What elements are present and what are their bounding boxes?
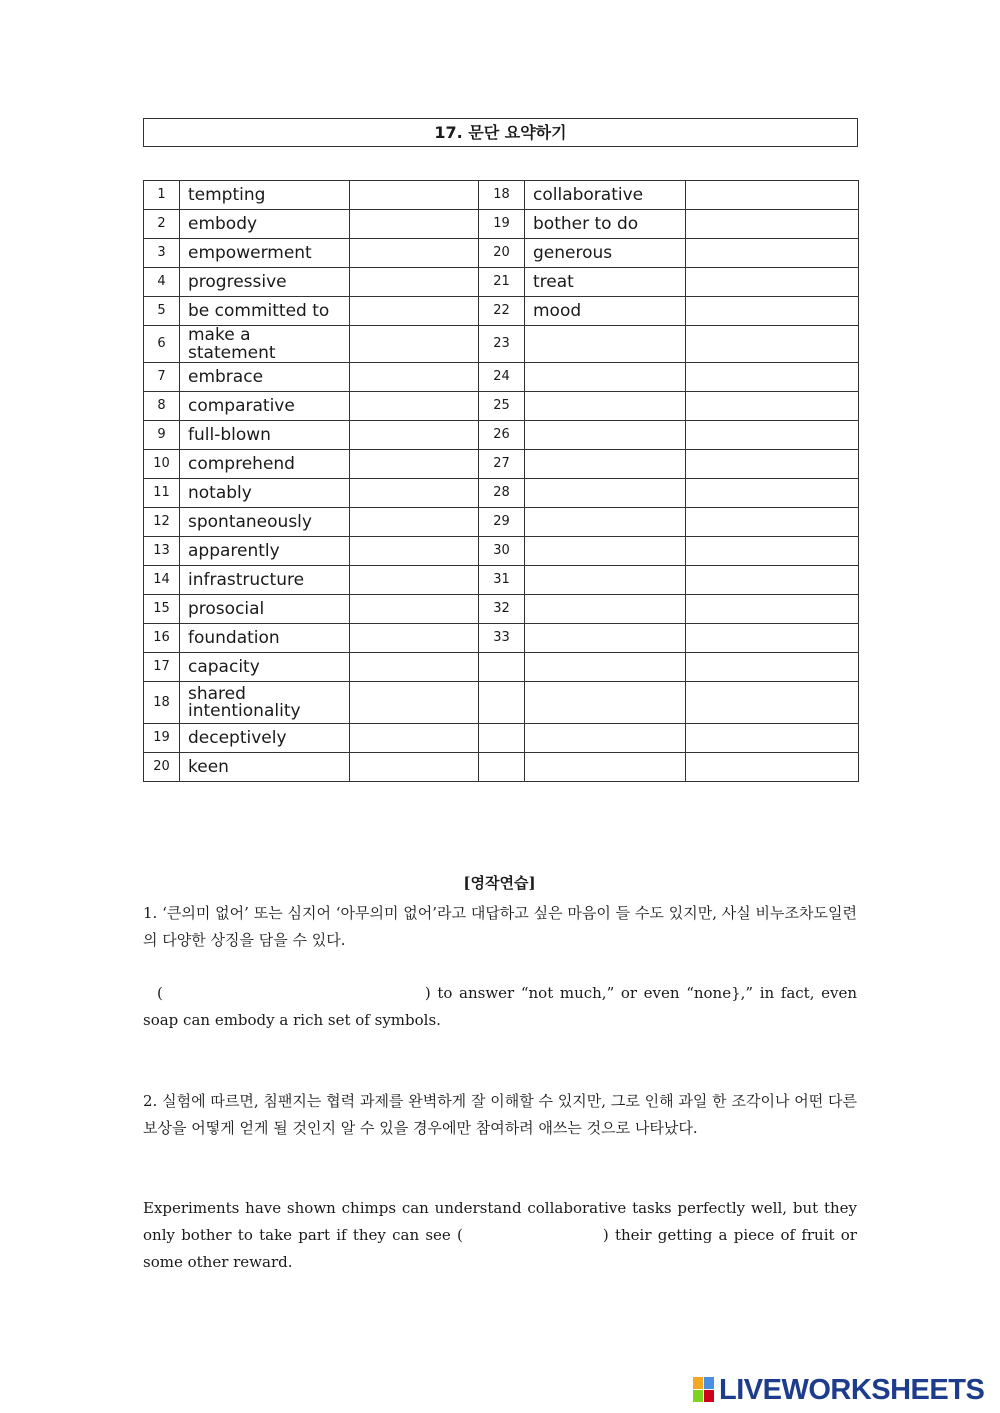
right-word-cell: generous — [525, 239, 686, 268]
right-answer-cell[interactable] — [686, 326, 859, 363]
right-word-cell: mood — [525, 297, 686, 326]
right-number-cell: 33 — [479, 624, 525, 653]
table-row — [144, 508, 859, 537]
right-word-cell — [525, 450, 686, 479]
left-number-cell: 20 — [144, 753, 180, 782]
logo-mark-icon — [693, 1377, 715, 1403]
left-number-cell: 15 — [144, 595, 180, 624]
table-row — [144, 210, 859, 239]
table-row — [144, 326, 859, 363]
right-answer-cell[interactable] — [686, 479, 859, 508]
right-number-cell: 27 — [479, 450, 525, 479]
right-number-cell: 26 — [479, 421, 525, 450]
right-answer-cell[interactable] — [686, 653, 859, 682]
left-word-cell: embrace — [180, 363, 350, 392]
left-answer-cell[interactable] — [350, 479, 479, 508]
left-answer-cell[interactable] — [350, 181, 479, 210]
question-1-korean: 1. ‘큰의미 없어’ 또는 심지어 ‘아무의미 없어’라고 대답하고 싶은 마음이 들 수도 있지만, 사실 비누조차도일련의 다양한 상징을 담을 수 있다. — [143, 904, 857, 949]
table-row — [144, 566, 859, 595]
table-row — [144, 595, 859, 624]
right-answer-cell[interactable] — [686, 595, 859, 624]
table-row — [144, 363, 859, 392]
left-number-cell: 8 — [144, 392, 180, 421]
left-answer-cell[interactable] — [350, 239, 479, 268]
left-word-cell: full-blown — [180, 421, 350, 450]
right-number-cell: 25 — [479, 392, 525, 421]
left-number-cell: 18 — [144, 682, 180, 724]
table-row — [144, 653, 859, 682]
left-word-cell: notably — [180, 479, 350, 508]
left-number-cell: 9 — [144, 421, 180, 450]
left-answer-cell[interactable] — [350, 537, 479, 566]
right-word-cell — [525, 421, 686, 450]
left-answer-cell[interactable] — [350, 392, 479, 421]
table-row — [144, 753, 859, 782]
right-answer-cell[interactable] — [686, 724, 859, 753]
table-row — [144, 537, 859, 566]
right-number-cell — [479, 724, 525, 753]
right-number-cell: 22 — [479, 297, 525, 326]
right-number-cell: 32 — [479, 595, 525, 624]
question-2-english — [143, 1195, 857, 1276]
left-answer-cell[interactable] — [350, 210, 479, 239]
right-word-cell — [525, 392, 686, 421]
vocabulary-table — [143, 180, 859, 782]
right-word-cell — [525, 682, 686, 724]
right-number-cell — [479, 682, 525, 724]
left-number-cell: 11 — [144, 479, 180, 508]
left-number-cell: 17 — [144, 653, 180, 682]
right-number-cell: 20 — [479, 239, 525, 268]
right-number-cell: 29 — [479, 508, 525, 537]
left-number-cell: 4 — [144, 268, 180, 297]
left-word-cell: apparently — [180, 537, 350, 566]
right-answer-cell[interactable] — [686, 450, 859, 479]
left-number-cell: 3 — [144, 239, 180, 268]
left-word-cell: foundation — [180, 624, 350, 653]
left-number-cell: 14 — [144, 566, 180, 595]
left-number-cell: 12 — [144, 508, 180, 537]
table-row — [144, 392, 859, 421]
right-word-cell: treat — [525, 268, 686, 297]
table-row — [144, 268, 859, 297]
right-answer-cell[interactable] — [686, 181, 859, 210]
right-number-cell: 23 — [479, 326, 525, 363]
right-word-cell — [525, 753, 686, 782]
left-answer-cell[interactable] — [350, 566, 479, 595]
table-row — [144, 450, 859, 479]
left-number-cell: 19 — [144, 724, 180, 753]
right-number-cell: 31 — [479, 566, 525, 595]
question-1-english — [143, 980, 857, 1034]
left-answer-cell[interactable] — [350, 268, 479, 297]
logo-text: LIVEWORKSHEETS — [719, 1373, 985, 1406]
right-word-cell — [525, 363, 686, 392]
right-number-cell: 19 — [479, 210, 525, 239]
right-answer-cell[interactable] — [686, 566, 859, 595]
practice-section-title: [영작연습] — [463, 874, 536, 892]
right-word-cell — [525, 326, 686, 363]
left-number-cell: 13 — [144, 537, 180, 566]
right-word-cell — [525, 624, 686, 653]
left-number-cell: 16 — [144, 624, 180, 653]
left-answer-cell[interactable] — [350, 624, 479, 653]
left-word-cell: keen — [180, 753, 350, 782]
left-word-cell: progressive — [180, 268, 350, 297]
left-word-cell: shared intentionality — [180, 682, 350, 724]
right-answer-cell[interactable] — [686, 297, 859, 326]
right-answer-cell[interactable] — [686, 682, 859, 724]
left-word-cell: capacity — [180, 653, 350, 682]
left-answer-cell[interactable] — [350, 724, 479, 753]
left-answer-cell[interactable] — [350, 682, 479, 724]
right-number-cell: 18 — [479, 181, 525, 210]
left-word-cell: make a statement — [180, 326, 350, 363]
left-answer-cell[interactable] — [350, 508, 479, 537]
table-row — [144, 239, 859, 268]
left-answer-cell[interactable] — [350, 753, 479, 782]
left-number-cell: 5 — [144, 297, 180, 326]
right-word-cell — [525, 595, 686, 624]
left-word-cell: empowerment — [180, 239, 350, 268]
left-word-cell: comprehend — [180, 450, 350, 479]
left-word-cell: spontaneously — [180, 508, 350, 537]
left-word-cell: comparative — [180, 392, 350, 421]
q1-open-paren: ( — [157, 984, 163, 1002]
right-answer-cell[interactable] — [686, 239, 859, 268]
table-row — [144, 682, 859, 724]
table-row — [144, 479, 859, 508]
left-answer-cell[interactable] — [350, 363, 479, 392]
right-number-cell — [479, 653, 525, 682]
q2-answer-blank[interactable] — [463, 1222, 603, 1249]
left-number-cell: 10 — [144, 450, 180, 479]
right-answer-cell[interactable] — [686, 537, 859, 566]
left-answer-cell[interactable] — [350, 653, 479, 682]
right-answer-cell[interactable] — [686, 508, 859, 537]
right-number-cell: 28 — [479, 479, 525, 508]
right-answer-cell[interactable] — [686, 421, 859, 450]
left-number-cell: 1 — [144, 181, 180, 210]
left-word-cell: infrastructure — [180, 566, 350, 595]
left-answer-cell[interactable] — [350, 450, 479, 479]
left-number-cell: 2 — [144, 210, 180, 239]
table-row — [144, 297, 859, 326]
right-word-cell: collaborative — [525, 181, 686, 210]
left-word-cell: embody — [180, 210, 350, 239]
left-answer-cell[interactable] — [350, 595, 479, 624]
left-number-cell: 7 — [144, 363, 180, 392]
left-word-cell: deceptively — [180, 724, 350, 753]
q1-answer-blank[interactable] — [163, 980, 425, 1007]
left-answer-cell[interactable] — [350, 326, 479, 363]
right-number-cell: 30 — [479, 537, 525, 566]
q2-english-text-end: ) their getting a piece of fruit or some other reward. — [143, 1226, 857, 1271]
table-row — [144, 421, 859, 450]
left-answer-cell[interactable] — [350, 421, 479, 450]
right-word-cell — [525, 566, 686, 595]
right-word-cell: bother to do — [525, 210, 686, 239]
liveworksheets-logo — [693, 1375, 984, 1405]
right-answer-cell[interactable] — [686, 624, 859, 653]
right-word-cell — [525, 508, 686, 537]
table-row — [144, 624, 859, 653]
right-word-cell — [525, 724, 686, 753]
q1-english-text: ) to answer “not much,” or even “none},” in fact, even soap can embody a rich set of symbols. — [143, 984, 857, 1029]
right-number-cell: 24 — [479, 363, 525, 392]
table-row — [144, 181, 859, 210]
left-word-cell: tempting — [180, 181, 350, 210]
right-answer-cell[interactable] — [686, 363, 859, 392]
left-number-cell: 6 — [144, 326, 180, 363]
q2-english-text-start: Experiments have shown chimps can understand collaborative tasks perfectly well, but they only bother to take part if they can see ( — [143, 1199, 857, 1244]
right-word-cell — [525, 479, 686, 508]
right-answer-cell[interactable] — [686, 268, 859, 297]
left-word-cell: be committed to — [180, 297, 350, 326]
right-answer-cell[interactable] — [686, 753, 859, 782]
right-number-cell: 21 — [479, 268, 525, 297]
left-word-cell: prosocial — [180, 595, 350, 624]
question-2-korean: 2. 실험에 따르면, 침팬지는 협력 과제를 완벽하게 잘 이해할 수 있지만, 그로 인해 과일 한 조각이나 어떤 다른 보상을 어떻게 얻게 될 것인지 알 수 있을 경우에만 참여하려 애쓰는 것으로 나타났다. — [143, 1092, 857, 1137]
right-answer-cell[interactable] — [686, 392, 859, 421]
right-answer-cell[interactable] — [686, 210, 859, 239]
left-answer-cell[interactable] — [350, 297, 479, 326]
right-word-cell — [525, 653, 686, 682]
right-number-cell — [479, 753, 525, 782]
page-title: 17. 문단 요약하기 — [143, 118, 858, 147]
table-row — [144, 724, 859, 753]
right-word-cell — [525, 537, 686, 566]
